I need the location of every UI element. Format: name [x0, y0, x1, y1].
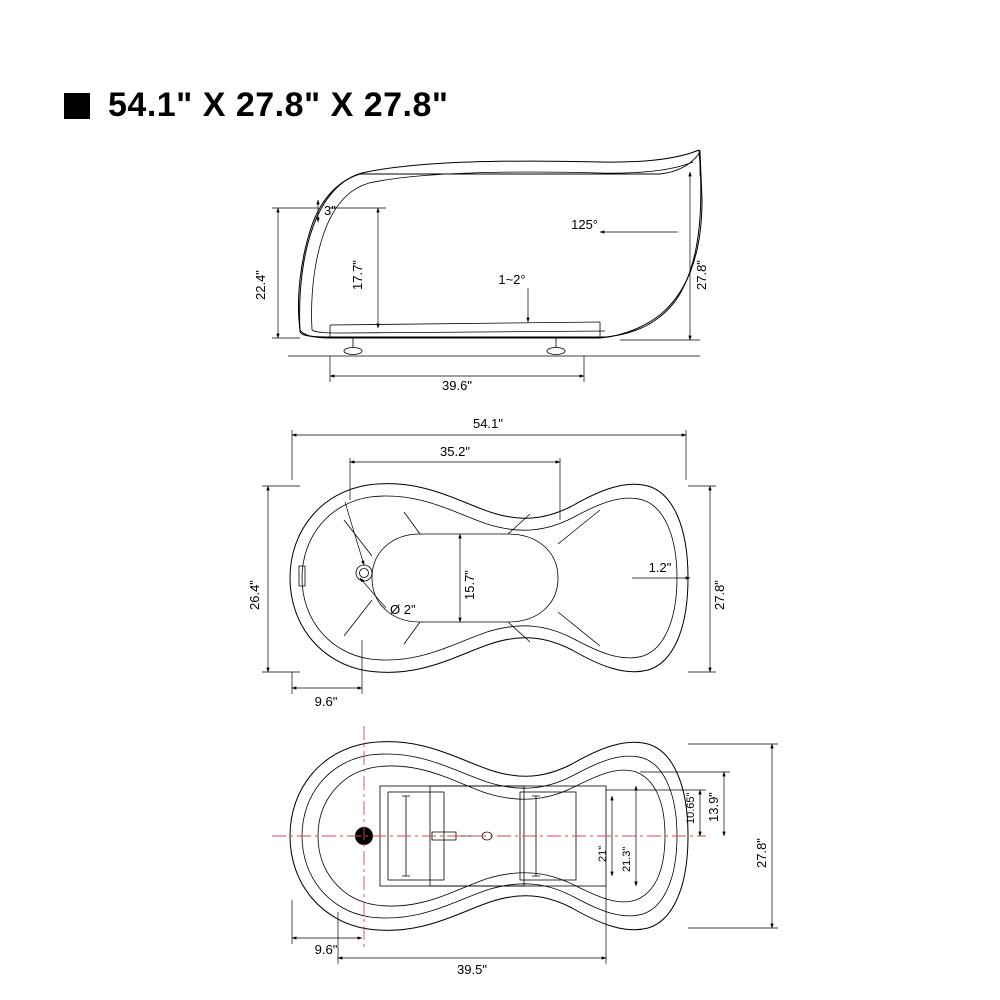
dim-label: 17.7"	[350, 260, 365, 290]
dim-label: 39.5"	[457, 962, 487, 977]
dim-label: 9.6"	[314, 942, 338, 957]
dim-side-back-angle	[571, 217, 678, 232]
dim-label: 13.9"	[706, 792, 721, 822]
dim-top-overall-length	[292, 416, 686, 480]
dim-top-drain-diameter	[345, 502, 416, 617]
dim-side-foot-span	[330, 356, 584, 393]
bottom-plan-view	[272, 726, 778, 977]
dim-label: 54.1"	[473, 416, 503, 431]
page-title: 54.1" X 27.8" X 27.8"	[108, 86, 449, 124]
dim-top-overall-width	[688, 486, 727, 672]
dim-top-body-width	[247, 486, 300, 672]
dim-side-inner-depth	[330, 208, 386, 328]
dim-label: 27.8"	[754, 838, 769, 868]
top-plan-view	[247, 416, 727, 709]
dim-side-rim-offset	[318, 200, 336, 222]
dim-label: 1.2"	[648, 560, 672, 575]
dim-label: 26.4"	[247, 580, 262, 610]
drain-hole	[356, 565, 372, 581]
dim-label: Ø 2"	[390, 602, 416, 617]
dim-side-floor-angle	[498, 272, 528, 322]
dim-label: 21.3"	[621, 846, 633, 872]
dim-label: 15.7"	[462, 570, 477, 600]
dim-top-rim-width	[632, 560, 690, 578]
dim-label: 1~2°	[498, 272, 526, 287]
dim-side-front-height	[253, 208, 318, 338]
dim-label: 10.65"	[685, 792, 697, 824]
dim-label: 39.6"	[442, 378, 472, 393]
dim-label: 27.8"	[694, 260, 709, 290]
dim-label: 21"	[597, 845, 609, 862]
side-elevation-view	[253, 150, 709, 393]
dim-top-inner-length	[350, 444, 560, 520]
dim-bottom-frame-length	[338, 886, 606, 977]
dim-top-end-offset	[292, 640, 362, 709]
dim-label: 9.6"	[314, 694, 338, 709]
dim-label: 27.8"	[712, 580, 727, 610]
dim-label: 125°	[571, 217, 598, 232]
dim-top-inner-width	[460, 534, 477, 622]
dim-label: 35.2"	[440, 444, 470, 459]
dim-label: 22.4"	[253, 270, 268, 300]
dim-label: 3"	[324, 203, 336, 218]
dim-bottom-bracket-inset	[606, 790, 706, 836]
dim-bottom-end-offset	[292, 900, 362, 957]
